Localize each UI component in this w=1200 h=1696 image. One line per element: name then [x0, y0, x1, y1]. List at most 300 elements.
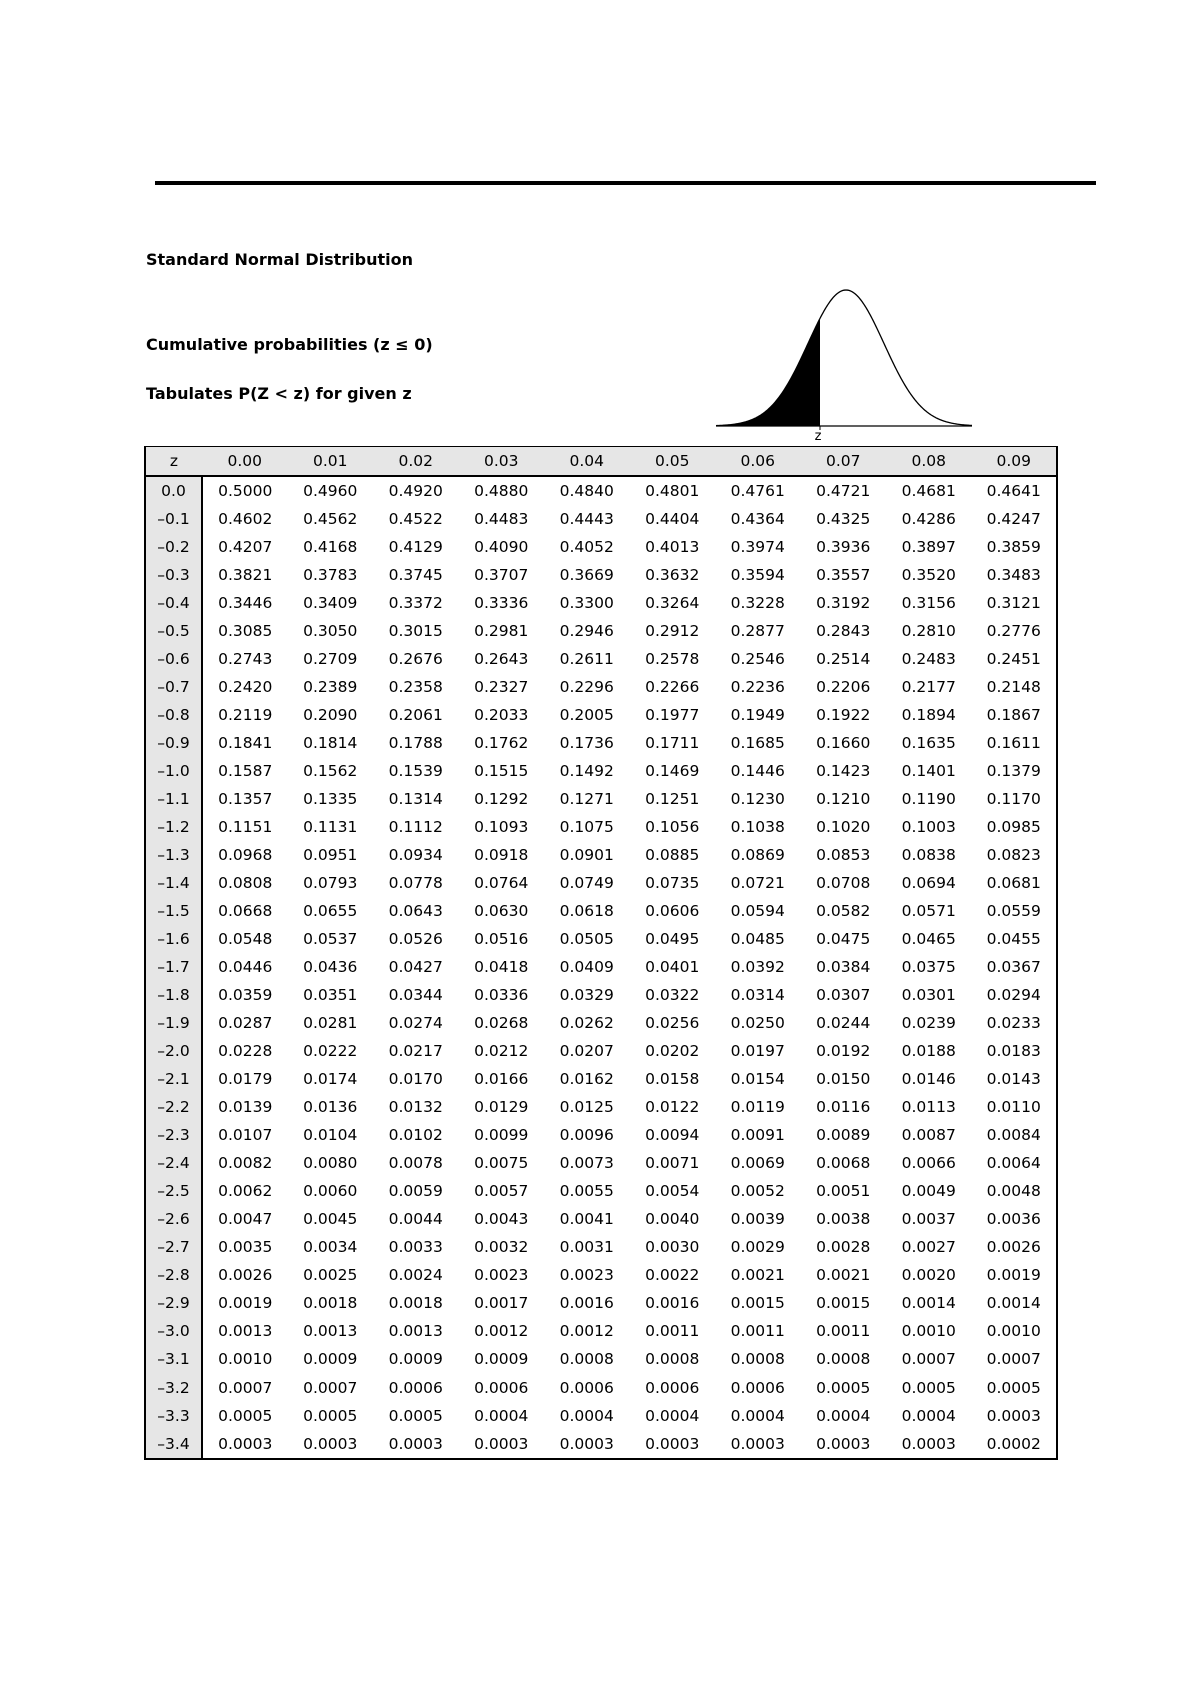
- probability-cell: 0.0287: [218, 1014, 273, 1033]
- probability-cell: 0.0031: [559, 1238, 614, 1257]
- probability-cell: 0.1587: [218, 762, 273, 781]
- probability-cell: 0.0075: [474, 1154, 529, 1173]
- probability-cell: 0.0005: [388, 1406, 443, 1425]
- probability-cell: 0.0104: [303, 1126, 358, 1145]
- probability-cell: 0.0052: [730, 1182, 785, 1201]
- probability-cell: 0.0004: [730, 1406, 785, 1425]
- probability-cell: 0.1539: [388, 762, 443, 781]
- probability-cell: 0.0019: [218, 1294, 273, 1313]
- probability-cell: 0.0080: [303, 1154, 358, 1173]
- probability-cell: 0.0618: [559, 902, 614, 921]
- probability-cell: 0.3192: [816, 594, 871, 613]
- table-row: [145, 1374, 1057, 1402]
- column-header: 0.06: [715, 447, 801, 477]
- probability-cell: 0.2148: [986, 678, 1041, 697]
- probability-cell: 0.1469: [645, 762, 700, 781]
- probability-cell: 0.4052: [559, 538, 614, 557]
- row-z-label: 0.0: [145, 476, 202, 505]
- table-row: [145, 925, 1057, 953]
- row-z-label: –2.9: [145, 1289, 202, 1317]
- probability-cell: 0.1131: [303, 818, 358, 837]
- probability-cell: 0.0068: [816, 1154, 871, 1173]
- probability-cell: 0.0129: [474, 1098, 529, 1117]
- probability-cell: 0.0764: [474, 874, 529, 893]
- probability-cell: 0.0212: [474, 1042, 529, 1061]
- probability-cell: 0.3632: [645, 566, 700, 585]
- table-row: [145, 1009, 1057, 1037]
- row-z-label: –1.4: [145, 869, 202, 897]
- probability-cell: 0.4364: [730, 510, 785, 529]
- probability-cell: 0.0281: [303, 1014, 358, 1033]
- probability-cell: 0.0735: [645, 874, 700, 893]
- probability-cell: 0.0018: [388, 1294, 443, 1313]
- probability-cell: 0.0301: [901, 986, 956, 1005]
- probability-cell: 0.0016: [645, 1294, 700, 1313]
- table-row: [145, 1205, 1057, 1233]
- probability-cell: 0.0011: [645, 1322, 700, 1341]
- probability-cell: 0.1423: [816, 762, 871, 781]
- probability-cell: 0.0026: [218, 1266, 273, 1285]
- probability-cell: 0.0294: [986, 986, 1041, 1005]
- probability-cell: 0.0869: [730, 846, 785, 865]
- probability-cell: 0.0044: [388, 1210, 443, 1229]
- probability-cell: 0.0082: [218, 1154, 273, 1173]
- table-row: [145, 533, 1057, 561]
- row-z-label: –2.3: [145, 1121, 202, 1149]
- probability-cell: 0.2514: [816, 650, 871, 669]
- probability-cell: 0.0049: [901, 1182, 956, 1201]
- probability-cell: 0.1230: [730, 790, 785, 809]
- probability-cell: 0.0183: [986, 1042, 1041, 1061]
- probability-cell: 0.2483: [901, 650, 956, 669]
- table-row: [145, 1065, 1057, 1093]
- table-row: [145, 645, 1057, 673]
- probability-cell: 0.0427: [388, 958, 443, 977]
- probability-cell: 0.1112: [388, 818, 443, 837]
- probability-cell: 0.0008: [559, 1350, 614, 1369]
- probability-cell: 0.0655: [303, 902, 358, 921]
- probability-cell: 0.2578: [645, 650, 700, 669]
- probability-cell: 0.3821: [218, 566, 273, 585]
- probability-cell: 0.0465: [901, 930, 956, 949]
- probability-cell: 0.0006: [474, 1378, 529, 1397]
- probability-cell: 0.0116: [816, 1098, 871, 1117]
- probability-cell: 0.0004: [474, 1406, 529, 1425]
- probability-cell: 0.0125: [559, 1098, 614, 1117]
- probability-cell: 0.3594: [730, 566, 785, 585]
- probability-cell: 0.4404: [645, 510, 700, 529]
- probability-cell: 0.2296: [559, 678, 614, 697]
- table-row: [145, 757, 1057, 785]
- probability-cell: 0.0606: [645, 902, 700, 921]
- probability-cell: 0.3745: [388, 566, 443, 585]
- probability-cell: 0.2946: [559, 622, 614, 641]
- probability-cell: 0.0013: [388, 1322, 443, 1341]
- row-z-label: –1.8: [145, 981, 202, 1009]
- probability-cell: 0.0004: [901, 1406, 956, 1425]
- probability-cell: 0.5000: [218, 482, 273, 500]
- probability-cell: 0.0351: [303, 986, 358, 1005]
- probability-cell: 0.0087: [901, 1126, 956, 1145]
- probability-cell: 0.0322: [645, 986, 700, 1005]
- probability-cell: 0.0006: [388, 1378, 443, 1397]
- probability-cell: 0.0166: [474, 1070, 529, 1089]
- row-z-label: –0.1: [145, 505, 202, 533]
- probability-cell: 0.0003: [730, 1434, 785, 1453]
- probability-cell: 0.0064: [986, 1154, 1041, 1173]
- probability-cell: 0.0045: [303, 1210, 358, 1229]
- probability-cell: 0.0571: [901, 902, 956, 921]
- probability-cell: 0.1841: [218, 734, 273, 753]
- probability-cell: 0.2643: [474, 650, 529, 669]
- probability-cell: 0.0516: [474, 930, 529, 949]
- probability-cell: 0.3446: [218, 594, 273, 613]
- probability-cell: 0.0228: [218, 1042, 273, 1061]
- table-row: [145, 981, 1057, 1009]
- probability-cell: 0.0475: [816, 930, 871, 949]
- probability-cell: 0.0021: [816, 1266, 871, 1285]
- row-z-label: –2.6: [145, 1205, 202, 1233]
- header-row: [145, 447, 1057, 477]
- probability-cell: 0.0099: [474, 1126, 529, 1145]
- row-z-label: –1.1: [145, 785, 202, 813]
- probability-cell: 0.2743: [218, 650, 273, 669]
- probability-cell: 0.0307: [816, 986, 871, 1005]
- probability-cell: 0.0007: [986, 1350, 1041, 1369]
- probability-cell: 0.2546: [730, 650, 785, 669]
- probability-cell: 0.1075: [559, 818, 614, 837]
- probability-cell: 0.2090: [303, 706, 358, 725]
- probability-cell: 0.1190: [901, 790, 956, 809]
- probability-cell: 0.0136: [303, 1098, 358, 1117]
- probability-cell: 0.2843: [816, 622, 871, 641]
- probability-cell: 0.0102: [388, 1126, 443, 1145]
- probability-cell: 0.1446: [730, 762, 785, 781]
- probability-cell: 0.0559: [986, 902, 1041, 921]
- probability-cell: 0.4090: [474, 538, 529, 557]
- probability-cell: 0.0179: [218, 1070, 273, 1089]
- probability-cell: 0.2327: [474, 678, 529, 697]
- row-z-label: –2.1: [145, 1065, 202, 1093]
- probability-cell: 0.0217: [388, 1042, 443, 1061]
- probability-cell: 0.0004: [645, 1406, 700, 1425]
- probability-cell: 0.0016: [559, 1294, 614, 1313]
- probability-cell: 0.1056: [645, 818, 700, 837]
- row-z-label: –1.0: [145, 757, 202, 785]
- probability-cell: 0.2709: [303, 650, 358, 669]
- probability-cell: 0.0010: [901, 1322, 956, 1341]
- probability-cell: 0.0006: [645, 1378, 700, 1397]
- probability-cell: 0.0004: [816, 1406, 871, 1425]
- probability-cell: 0.0028: [816, 1238, 871, 1257]
- probability-cell: 0.1314: [388, 790, 443, 809]
- probability-cell: 0.0040: [645, 1210, 700, 1229]
- probability-cell: 0.0011: [730, 1322, 785, 1341]
- probability-cell: 0.0009: [388, 1350, 443, 1369]
- probability-cell: 0.0051: [816, 1182, 871, 1201]
- table-row: [145, 617, 1057, 645]
- probability-cell: 0.4602: [218, 510, 273, 529]
- probability-cell: 0.3974: [730, 538, 785, 557]
- probability-cell: 0.0003: [901, 1434, 956, 1453]
- probability-cell: 0.0853: [816, 846, 871, 865]
- table-row: [145, 953, 1057, 981]
- probability-cell: 0.0594: [730, 902, 785, 921]
- row-z-label: –0.7: [145, 673, 202, 701]
- probability-cell: 0.0918: [474, 846, 529, 865]
- probability-cell: 0.0047: [218, 1210, 273, 1229]
- probability-cell: 0.0008: [730, 1350, 785, 1369]
- row-z-label: –1.5: [145, 897, 202, 925]
- probability-cell: 0.4801: [645, 482, 700, 500]
- probability-cell: 0.0418: [474, 958, 529, 977]
- page-title: Standard Normal Distribution: [146, 250, 413, 269]
- probability-cell: 0.0035: [218, 1238, 273, 1257]
- probability-cell: 0.0008: [816, 1350, 871, 1369]
- probability-cell: 0.0009: [474, 1350, 529, 1369]
- table-body: [145, 476, 1057, 1459]
- probability-cell: 0.0005: [986, 1378, 1041, 1397]
- row-z-label: –0.5: [145, 617, 202, 645]
- probability-cell: 0.0268: [474, 1014, 529, 1033]
- row-z-label: –0.8: [145, 701, 202, 729]
- probability-cell: 0.0019: [986, 1266, 1041, 1285]
- probability-cell: 0.1292: [474, 790, 529, 809]
- probability-cell: 0.0002: [986, 1434, 1041, 1453]
- probability-cell: 0.0011: [816, 1322, 871, 1341]
- table-row: [145, 1149, 1057, 1177]
- row-z-label: –2.2: [145, 1093, 202, 1121]
- probability-cell: 0.0582: [816, 902, 871, 921]
- probability-cell: 0.0003: [816, 1434, 871, 1453]
- probability-cell: 0.0060: [303, 1182, 358, 1201]
- probability-cell: 0.3015: [388, 622, 443, 641]
- probability-cell: 0.4247: [986, 510, 1041, 529]
- probability-cell: 0.1170: [986, 790, 1041, 809]
- probability-cell: 0.1949: [730, 706, 785, 725]
- table-row: [145, 701, 1057, 729]
- probability-cell: 0.0485: [730, 930, 785, 949]
- probability-cell: 0.0643: [388, 902, 443, 921]
- probability-cell: 0.0985: [986, 818, 1041, 837]
- probability-cell: 0.0968: [218, 846, 273, 865]
- probability-cell: 0.0630: [474, 902, 529, 921]
- probability-cell: 0.3409: [303, 594, 358, 613]
- column-header: 0.00: [202, 447, 288, 477]
- row-z-label: –2.5: [145, 1177, 202, 1205]
- probability-cell: 0.0062: [218, 1182, 273, 1201]
- bell-curve-line: [716, 290, 972, 426]
- probability-cell: 0.0749: [559, 874, 614, 893]
- probability-cell: 0.0091: [730, 1126, 785, 1145]
- probability-cell: 0.2611: [559, 650, 614, 669]
- probability-cell: 0.2912: [645, 622, 700, 641]
- probability-cell: 0.1814: [303, 734, 358, 753]
- probability-cell: 0.2358: [388, 678, 443, 697]
- probability-cell: 0.0197: [730, 1042, 785, 1061]
- probability-cell: 0.0030: [645, 1238, 700, 1257]
- probability-cell: 0.2389: [303, 678, 358, 697]
- table-row: [145, 561, 1057, 589]
- probability-cell: 0.3483: [986, 566, 1041, 585]
- probability-cell: 0.0681: [986, 874, 1041, 893]
- probability-cell: 0.0401: [645, 958, 700, 977]
- probability-cell: 0.4443: [559, 510, 614, 529]
- probability-cell: 0.4522: [388, 510, 443, 529]
- column-header: 0.09: [972, 447, 1058, 477]
- probability-cell: 0.0003: [645, 1434, 700, 1453]
- top-rule: [155, 181, 1096, 185]
- probability-cell: 0.0003: [986, 1406, 1041, 1425]
- probability-cell: 0.0505: [559, 930, 614, 949]
- probability-cell: 0.0043: [474, 1210, 529, 1229]
- probability-cell: 0.0344: [388, 986, 443, 1005]
- probability-cell: 0.0003: [218, 1434, 273, 1453]
- table-row: [145, 1402, 1057, 1430]
- probability-cell: 0.0005: [218, 1406, 273, 1425]
- row-z-label: –1.6: [145, 925, 202, 953]
- normal-curve-figure: [712, 284, 976, 440]
- probability-cell: 0.4013: [645, 538, 700, 557]
- probability-cell: 0.0057: [474, 1182, 529, 1201]
- probability-cell: 0.0038: [816, 1210, 871, 1229]
- probability-cell: 0.0526: [388, 930, 443, 949]
- probability-cell: 0.0901: [559, 846, 614, 865]
- probability-cell: 0.0158: [645, 1070, 700, 1089]
- probability-cell: 0.1492: [559, 762, 614, 781]
- probability-cell: 0.0336: [474, 986, 529, 1005]
- row-z-label: –2.0: [145, 1037, 202, 1065]
- probability-cell: 0.4681: [901, 482, 956, 500]
- probability-cell: 0.0244: [816, 1014, 871, 1033]
- probability-cell: 0.2061: [388, 706, 443, 725]
- row-z-label: –0.3: [145, 561, 202, 589]
- row-z-label: –3.0: [145, 1317, 202, 1345]
- probability-cell: 0.1515: [474, 762, 529, 781]
- probability-cell: 0.0089: [816, 1126, 871, 1145]
- table-row: [145, 785, 1057, 813]
- probability-cell: 0.1762: [474, 734, 529, 753]
- table-row: [145, 1317, 1057, 1345]
- probability-cell: 0.0096: [559, 1126, 614, 1145]
- page-subtitle: Cumulative probabilities (z ≤ 0): [146, 335, 433, 354]
- probability-cell: 0.3300: [559, 594, 614, 613]
- probability-cell: 0.0003: [388, 1434, 443, 1453]
- probability-cell: 0.0020: [901, 1266, 956, 1285]
- probability-cell: 0.0409: [559, 958, 614, 977]
- probability-cell: 0.0005: [816, 1378, 871, 1397]
- table-row: [145, 673, 1057, 701]
- probability-cell: 0.0069: [730, 1154, 785, 1173]
- row-z-label: –2.8: [145, 1261, 202, 1289]
- probability-cell: 0.0055: [559, 1182, 614, 1201]
- probability-cell: 0.0162: [559, 1070, 614, 1089]
- probability-cell: 0.3372: [388, 594, 443, 613]
- z-axis-label: z: [814, 429, 822, 440]
- probability-cell: 0.0017: [474, 1294, 529, 1313]
- probability-cell: 0.0154: [730, 1070, 785, 1089]
- probability-cell: 0.2266: [645, 678, 700, 697]
- table-row: [145, 1261, 1057, 1289]
- row-z-label: –1.3: [145, 841, 202, 869]
- probability-cell: 0.2236: [730, 678, 785, 697]
- probability-cell: 0.0066: [901, 1154, 956, 1173]
- probability-cell: 0.0537: [303, 930, 358, 949]
- probability-cell: 0.0548: [218, 930, 273, 949]
- table-row: [145, 897, 1057, 925]
- probability-cell: 0.0222: [303, 1042, 358, 1061]
- probability-cell: 0.0495: [645, 930, 700, 949]
- probability-cell: 0.0034: [303, 1238, 358, 1257]
- probability-cell: 0.2033: [474, 706, 529, 725]
- probability-cell: 0.2206: [816, 678, 871, 697]
- probability-cell: 0.0033: [388, 1238, 443, 1257]
- probability-cell: 0.0793: [303, 874, 358, 893]
- column-header: 0.04: [544, 447, 630, 477]
- probability-cell: 0.0150: [816, 1070, 871, 1089]
- table-row: [145, 1037, 1057, 1065]
- probability-cell: 0.1611: [986, 734, 1041, 753]
- probability-cell: 0.0119: [730, 1098, 785, 1117]
- probability-cell: 0.4483: [474, 510, 529, 529]
- probability-cell: 0.0054: [645, 1182, 700, 1201]
- probability-cell: 0.0005: [901, 1378, 956, 1397]
- table-row: [145, 1233, 1057, 1261]
- column-header: 0.05: [630, 447, 716, 477]
- probability-cell: 0.2776: [986, 622, 1041, 641]
- probability-cell: 0.0274: [388, 1014, 443, 1033]
- probability-cell: 0.1867: [986, 706, 1041, 725]
- probability-cell: 0.0007: [218, 1378, 273, 1397]
- probability-cell: 0.1271: [559, 790, 614, 809]
- probability-cell: 0.3121: [986, 594, 1041, 613]
- probability-cell: 0.0003: [474, 1434, 529, 1453]
- probability-cell: 0.0122: [645, 1098, 700, 1117]
- row-z-label: –3.4: [145, 1430, 202, 1459]
- table-row: [145, 1345, 1057, 1373]
- probability-cell: 0.3520: [901, 566, 956, 585]
- probability-cell: 0.4286: [901, 510, 956, 529]
- probability-cell: 0.0113: [901, 1098, 956, 1117]
- probability-cell: 0.0838: [901, 846, 956, 865]
- probability-cell: 0.1562: [303, 762, 358, 781]
- probability-cell: 0.4207: [218, 538, 273, 557]
- probability-cell: 0.2177: [901, 678, 956, 697]
- column-header: 0.03: [459, 447, 545, 477]
- probability-cell: 0.0005: [303, 1406, 358, 1425]
- probability-cell: 0.0006: [559, 1378, 614, 1397]
- probability-cell: 0.1635: [901, 734, 956, 753]
- probability-cell: 0.1922: [816, 706, 871, 725]
- table-row: [145, 813, 1057, 841]
- probability-cell: 0.0808: [218, 874, 273, 893]
- table-row: [145, 729, 1057, 757]
- probability-cell: 0.0146: [901, 1070, 956, 1089]
- probability-cell: 0.0436: [303, 958, 358, 977]
- probability-cell: 0.0006: [730, 1378, 785, 1397]
- probability-cell: 0.0885: [645, 846, 700, 865]
- probability-cell: 0.1003: [901, 818, 956, 837]
- probability-cell: 0.0041: [559, 1210, 614, 1229]
- probability-cell: 0.0174: [303, 1070, 358, 1089]
- probability-cell: 0.4840: [559, 482, 614, 500]
- probability-cell: 0.3050: [303, 622, 358, 641]
- probability-cell: 0.0708: [816, 874, 871, 893]
- probability-cell: 0.4562: [303, 510, 358, 529]
- probability-cell: 0.1093: [474, 818, 529, 837]
- probability-cell: 0.0392: [730, 958, 785, 977]
- column-header: 0.07: [801, 447, 887, 477]
